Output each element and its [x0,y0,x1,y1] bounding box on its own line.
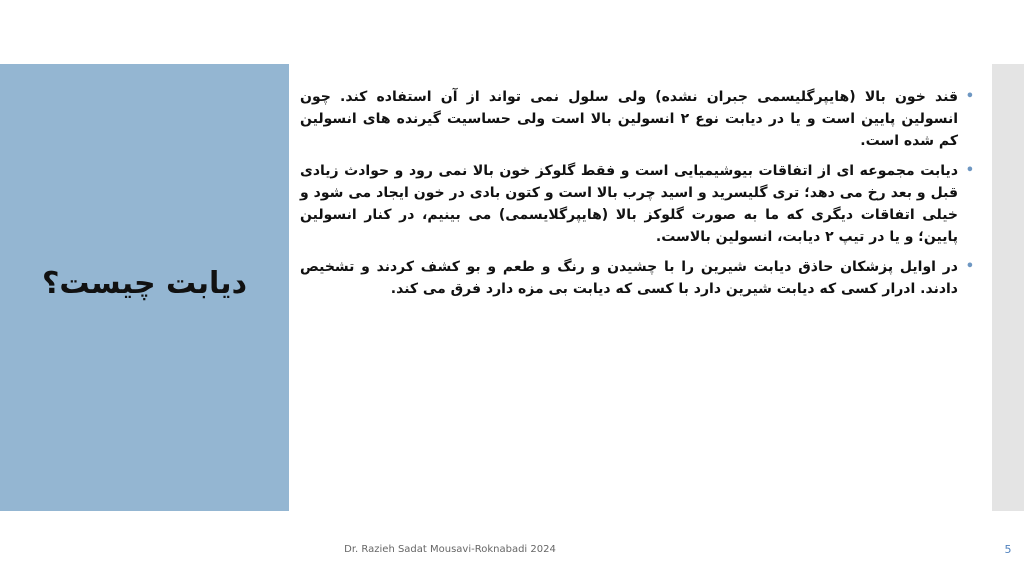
bullet-item-biochemistry: • دیابت مجموعه ای از اتفاقات بیوشیمیایی است و فقط گلوکز خون بالا نمی رود و حوادث زیادی قبل و بعد رخ می دهد؛ تری گلیسرید و اسید چرب بالا است و کتون بادی در خون ایجاد می شود و خیلی اتفاقات دیگری که ما به صورت گلوکز بالا (هایپرگلایسمی) می بینیم، در کنار انسولین پایین؛ و یا در تیپ ۲ دیابت، انسولین بالاست. [300,160,978,248]
bullet-item-history: • در اوایل پزشکان حاذق دیابت شیرین را با چشیدن و رنگ و طعم و بو کشف کردند و تشخیص دادند. ادرار کسی که دیابت شیرین دارد با کسی که دیابت بی مزه دارد فرق می کند. [300,256,978,300]
slide-content [300,86,978,308]
bullet-list [300,86,978,300]
page-number: 5 [1004,543,1012,556]
slide-title: دیابت چیست؟ [42,266,247,301]
title-panel [0,64,289,511]
footer-author: Dr. Razieh Sadat Mousavi-Roknabadi 2024 [344,544,556,555]
bullet-item-definition: • قند خون بالا (هایپرگلیسمی جبران نشده) ولی سلول نمی تواند از آن استفاده کند. چون انسولین پایین است و یا در دیابت نوع ۲ انسولین بالا است ولی حساسیت گیرنده های انسولین کم شده است. [300,86,978,152]
right-side-strip [992,64,1024,511]
